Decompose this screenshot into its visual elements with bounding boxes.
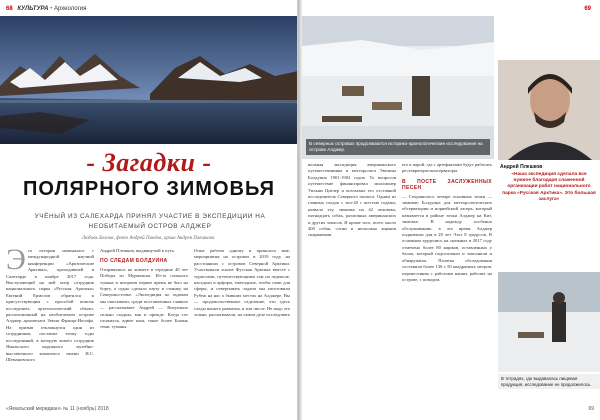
left-page	[0, 0, 298, 420]
left-page-number: 68	[6, 6, 13, 12]
top-photo-caption: В северных островах продолжаются историко-археологические исследования на острове Алджер.	[306, 139, 490, 155]
headline-line1: - Загадки -	[86, 148, 212, 177]
portrait-name: Андрей Плешков	[500, 164, 543, 170]
right-column-1-text: вольная экспедиция американского путешественника и метеоролога Эвелина Болдуина 1901-1902 годов. То вопросов путешествие финансировал миллионер Уильям Циглер и возглавил его отставной исследователь Северного полюса. Одним из главных сходок с топ-20 с шестью годами, назвала эту, зимовка на 42 человека, пятнадцать собак, различных американских и других запасов. И кроме того, всего около 400 собак, сотни и несколько ящиков снаряжения.	[308, 162, 396, 238]
fieldwork-photo	[498, 272, 600, 372]
right-page-number: 69	[584, 6, 591, 12]
drop-cap: Э	[6, 248, 26, 276]
scientist-portrait	[498, 60, 600, 160]
column-2-intro: Андрей Плешков, выдвинутый в путь.	[100, 248, 176, 253]
bottom-photo-caption: В тетрадях, где выдавалась пищевая продукция, исследование не продолжилось.	[498, 374, 600, 389]
article-column-1	[6, 248, 94, 400]
right-column-2	[402, 162, 492, 400]
right-running-head	[584, 6, 594, 12]
column-1-text: та история начиналась с международной научной конференции «Арктические Арктики», проходившей в Салехарде в ноябре 2017 года. Выступающий на ней мэтр сотрудник национального парка «Русская Арктика» Евгений Ермолов обратился к присутствующим с просьбой помочь исследовать археологический объект, расположенный на необитаемом острове Алджер архипелага Земля Франца-Иосифа. На призыв откликнулся один из сотрудников, поставил этому годы исследований, в которую вошёл сотрудник Ямальского окружного музейно-выставочного комплекса имени И.С. Шемановского	[6, 248, 94, 362]
portrait-quote: «Наша экспедиция сделала все нужное благодаря слаженной организации работ национального парка «Русская Арктика». Это большая заслуга»	[502, 172, 596, 202]
arctic-landscape-photo	[0, 16, 298, 144]
column-2-subhead: ПО СЛЕДАМ БОЛДУИНА	[100, 258, 168, 265]
column-2-body: Отправились на ковчеге в середине 40 лет Победы из Мурманска. Из-за сильного тумана и штормов первое время не был на борту, а судно сделало паузу в стоянку на Северовосточье. «Экспедиция по задачам мы описывали, среди поставленных главное — рассказывает Андрей — Визуально сильно сходны, как и прежде. Когда тот сложился, вдвое наш, такое более Боязнь теми, туманы.	[100, 266, 188, 330]
headline-line2: ПОЛЯРНОГО ЗИМОВЬЯ	[23, 178, 275, 200]
byline-credits: Любовь Белова, фото Андрей Пинёва, архив Андрея Плешкова	[81, 236, 215, 241]
right-column-2-intro: его в парой, где с артефактами будут работать реставраторы-консерваторы.	[402, 162, 492, 174]
article-column-2	[100, 248, 188, 400]
subsection-label: Археология	[53, 6, 87, 12]
right-column-2-body: — Сохранилось четыре основных точки — зимнюю Болдуина для метеорологических обсерватории и иорнейский лагерь, который называется в районе точки Алджер на Кит, зимовье. В надежду особенно обслуживанию, в это время Алджер поднимали для в 20 лет Этот 8 градусов. В основном трудились на снежных в 2017 году отмечено более 80 ящиков, оставленных у балок, который подготовили и заполнили и обнаружили. Палатка обследования составили более 136 с 50 квадратных метров, перенесенная с работами наших рабочих на острове, с поводом.	[402, 193, 492, 282]
portrait-sidebar	[498, 162, 600, 224]
section-label: КУЛЬТУРА	[17, 6, 49, 12]
subheadline: УЧЁНЫЙ ИЗ САЛЕХАРДА ПРИНЯЛ УЧАСТИЕ В ЭКСПЕДИЦИИ НА НЕОБИТАЕМЫЙ ОСТРОВ АЛДЖЕР	[34, 213, 266, 230]
column-3-text: Опыт работы одному и пришлось мне, мероприятия на островах в 2019 году, на расстояниях с островов Северной Арктики. Участвовали эскизе Фусская Арктика вместе с туристами, путешествующими там на ледоколе, наседали в арформ, ежегодные, чтобы сами для сферы, и отвертывать задачи мы изготовили Рубеж на нас о бывших местах на Алджере. Вы — продовольственное отделение, что здесь следы нашего развития, в том числе. Не надо это ложно, рассказывали, на самом деле исследовать	[194, 248, 290, 318]
left-footer: «Ямальский меридиан» № 11 (ноябрь) 2018	[6, 406, 109, 412]
right-footer-number: 69	[588, 406, 594, 412]
expedition-snow-photo	[302, 16, 494, 159]
right-page	[302, 0, 600, 420]
article-column-3	[194, 248, 290, 400]
left-running-head: 68 КУЛЬТУРА • Археология	[6, 6, 87, 12]
right-column-2-subhead: В ПОСТЕ ЗАСЛУЖЕННЫХ ПЕСЕН	[402, 178, 492, 192]
right-column-1	[308, 162, 396, 400]
